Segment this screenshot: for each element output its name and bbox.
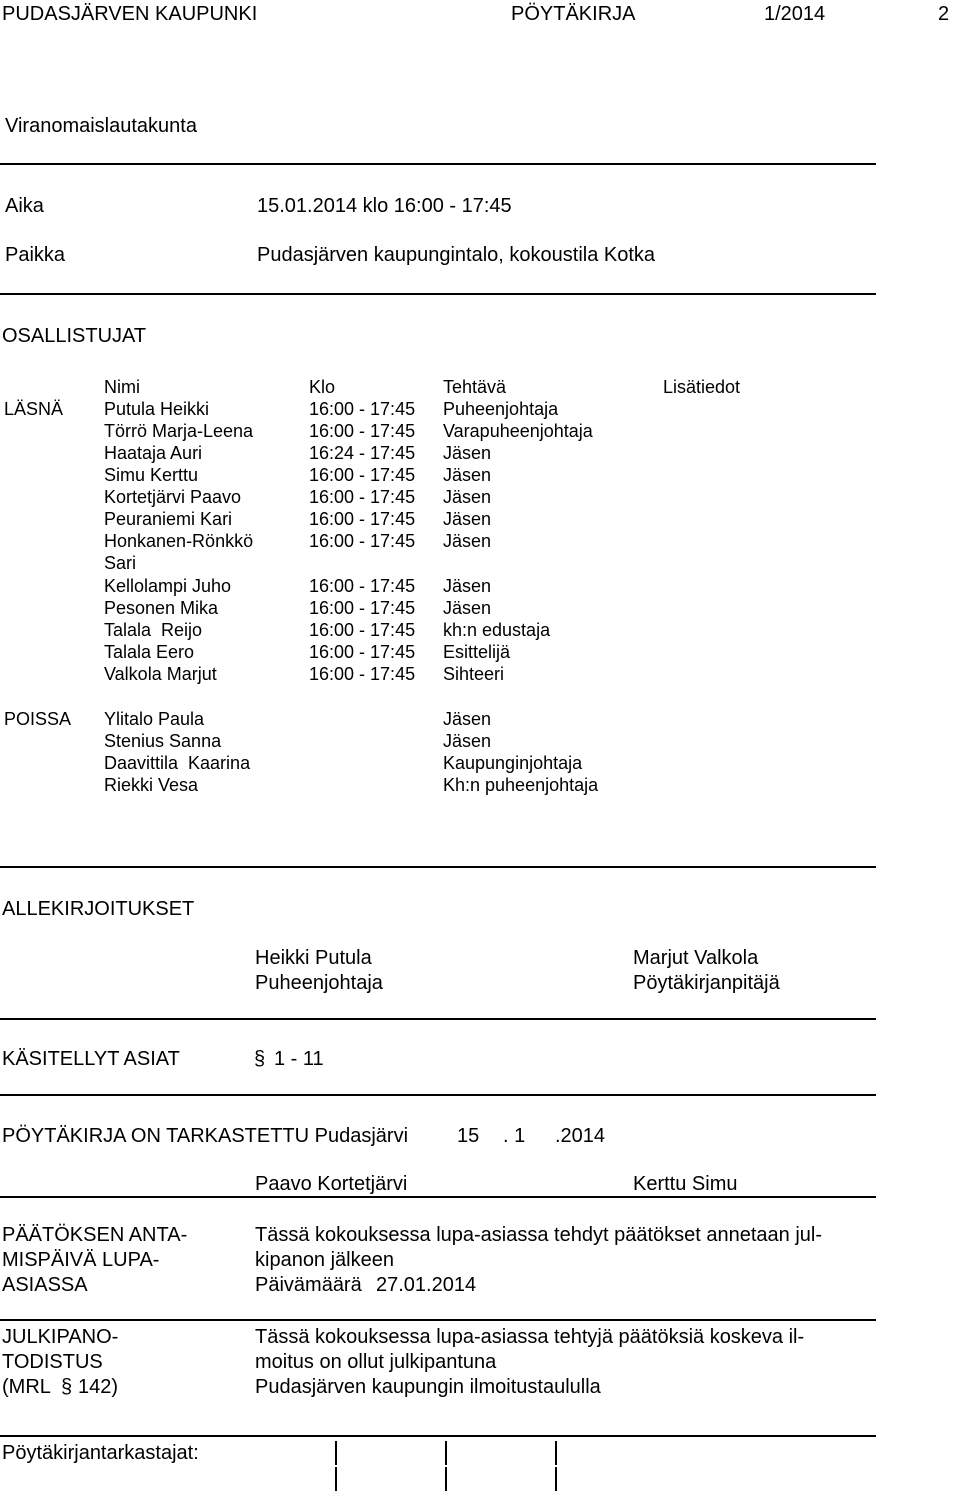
publication-text-line3: Pudasjärven kaupungin ilmoitustaululla [255,1376,601,1398]
participant-name: Törrö Marja-Leena [104,421,254,441]
place-value: Pudasjärven kaupungintalo, kokoustila Kotka [257,244,656,266]
participant-time: 16:00 - 17:45 [309,664,416,684]
signature-field-divider [335,1467,337,1491]
participant-name: Peuraniemi Kari [104,509,233,529]
signature-field-divider [335,1441,337,1465]
participant-name: Haataja Auri [104,443,203,463]
decision-label-line1: PÄÄTÖKSEN ANTA- [2,1224,188,1246]
participant-role: Jäsen [443,487,492,507]
divider [0,866,876,868]
absent-role: Kaupunginjohtaja [443,753,583,773]
absent-role: Jäsen [443,731,492,751]
secretary-name: Marjut Valkola [633,947,759,969]
review-day: 15 [457,1125,480,1147]
secretary-role: Pöytäkirjanpitäjä [633,972,780,994]
divider [0,1196,876,1198]
participant-role: kh:n edustaja [443,620,551,640]
participant-time: 16:00 - 17:45 [309,642,416,662]
items-label: KÄSITELLYT ASIAT [2,1048,180,1070]
participant-time: 16:24 - 17:45 [309,443,416,463]
absent-name: Riekki Vesa [104,775,199,795]
divider [0,1094,876,1096]
participant-time: 16:00 - 17:45 [309,531,416,551]
participant-role: Jäsen [443,465,492,485]
participant-name: Simu Kerttu [104,465,199,485]
participant-role: Jäsen [443,443,492,463]
participant-role: Esittelijä [443,642,511,662]
reviewer-2: Kerttu Simu [633,1173,738,1195]
participant-time: 16:00 - 17:45 [309,487,416,507]
col-header-time: Klo [309,377,336,397]
participant-time: 16:00 - 17:45 [309,509,416,529]
participant-role: Jäsen [443,531,492,551]
divider [0,163,876,165]
participant-name: Talala Eero [104,642,195,662]
page-number: 2 [938,3,950,25]
participant-time: 16:00 - 17:45 [309,399,416,419]
absent-name: Daavittila Kaarina [104,753,251,773]
decision-label-line3: ASIASSA [2,1274,88,1296]
participant-role: Sihteeri [443,664,505,684]
col-header-name: Nimi [104,377,140,397]
doc-type: PÖYTÄKIRJA [511,3,636,25]
participant-time: 16:00 - 17:45 [309,598,416,618]
participant-time: 16:00 - 17:45 [309,421,416,441]
review-label: PÖYTÄKIRJA ON TARKASTETTU Pudasjärvi [2,1125,409,1147]
chair-name: Heikki Putula [255,947,372,969]
time-value: 15.01.2014 klo 16:00 - 17:45 [257,195,512,217]
participant-name: Pesonen Mika [104,598,219,618]
participant-name: Kortetjärvi Paavo [104,487,242,507]
publication-label-line1: JULKIPANO- [2,1326,119,1348]
absent-name: Ylitalo Paula [104,709,205,729]
review-month: . 1 [503,1125,526,1147]
decision-date-value: 27.01.2014 [376,1274,477,1296]
decision-date-label: Päivämäärä [255,1274,362,1296]
decision-text-line1: Tässä kokouksessa lupa-asiassa tehdyt päätökset annetaan jul- [255,1224,823,1246]
org-name: PUDASJÄRVEN KAUPUNKI [2,3,258,25]
participant-role: Jäsen [443,509,492,529]
reviewers-footer-label: Pöytäkirjantarkastajat: [2,1442,199,1464]
participant-name: Honkanen-Rönkkö [104,531,254,551]
signature-field-divider [555,1441,557,1465]
publication-section-sign: § [61,1376,73,1398]
section-sign: § [254,1048,266,1070]
absent-role: Jäsen [443,709,492,729]
publication-label-line2: TODISTUS [2,1351,103,1373]
divider [0,293,876,295]
divider [0,1435,876,1437]
signature-field-divider [555,1467,557,1491]
decision-label-line2: MISPÄIVÄ LUPA- [2,1249,160,1271]
participant-time: 16:00 - 17:45 [309,620,416,640]
decision-text-line2: kipanon jälkeen [255,1249,394,1271]
reviewer-1: Paavo Kortetjärvi [255,1173,408,1195]
items-value: 1 - 11 [274,1048,324,1070]
present-label: LÄSNÄ [4,399,64,419]
divider [0,1018,876,1020]
absent-label: POISSA [4,709,72,729]
body-title: Viranomaislautakunta [5,115,197,137]
chair-role: Puheenjohtaja [255,972,383,994]
participant-name-continued: Sari [104,553,137,573]
participant-name: Kellolampi Juho [104,576,232,596]
participant-name: Putula Heikki [104,399,210,419]
publication-text-line1: Tässä kokouksessa lupa-asiassa tehtyjä päätöksiä koskeva il- [255,1326,805,1348]
signature-field-divider [445,1441,447,1465]
participant-role: Jäsen [443,598,492,618]
review-year: .2014 [555,1125,606,1147]
participant-time: 16:00 - 17:45 [309,576,416,596]
absent-role: Kh:n puheenjohtaja [443,775,599,795]
time-label: Aika [5,195,44,217]
divider [0,1319,876,1321]
participant-role: Varapuheenjohtaja [443,421,593,441]
col-header-extra: Lisätiedot [663,377,741,397]
participant-name: Valkola Marjut [104,664,217,684]
publication-label-line3-post: 142) [78,1376,119,1398]
signatures-heading: ALLEKIRJOITUKSET [2,898,195,920]
col-header-role: Tehtävä [443,377,507,397]
signature-field-divider [445,1467,447,1491]
publication-label-line3-pre: (MRL [2,1376,51,1398]
participants-heading: OSALLISTUJAT [2,325,147,347]
publication-text-line2: moitus on ollut julkipantuna [255,1351,497,1373]
participant-role: Jäsen [443,576,492,596]
doc-number: 1/2014 [764,3,826,25]
place-label: Paikka [5,244,66,266]
participant-name: Talala Reijo [104,620,203,640]
participant-time: 16:00 - 17:45 [309,465,416,485]
participant-role: Puheenjohtaja [443,399,559,419]
absent-name: Stenius Sanna [104,731,222,751]
